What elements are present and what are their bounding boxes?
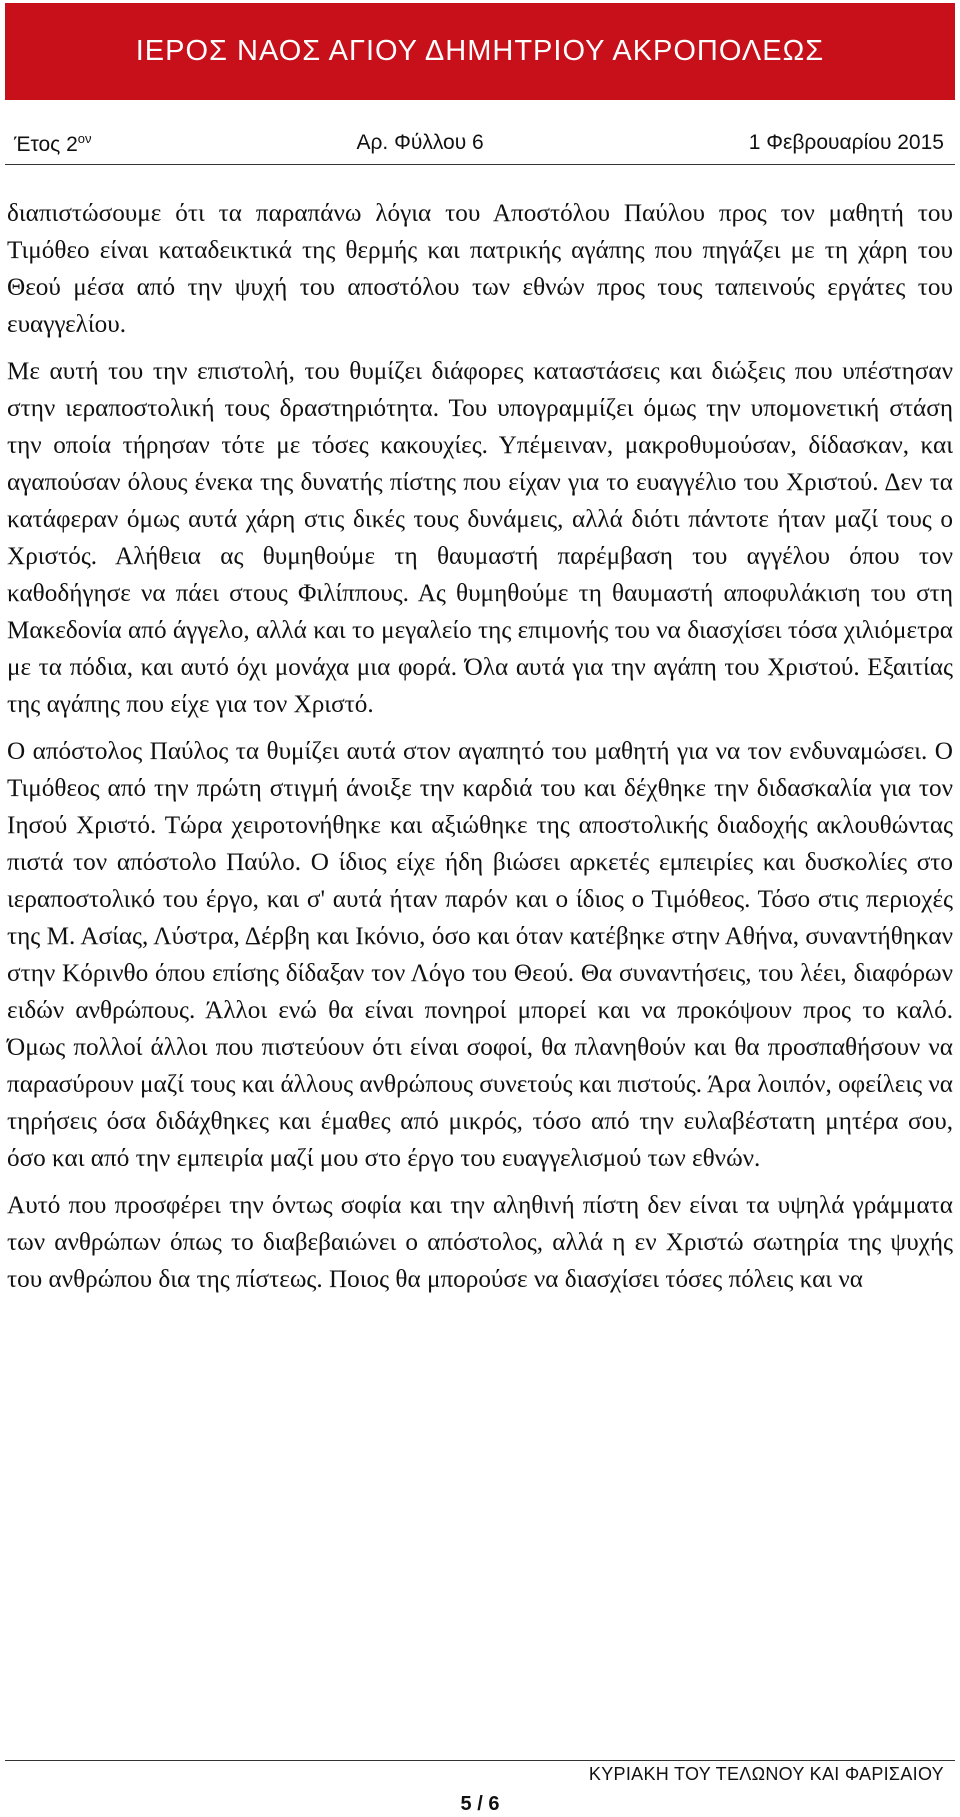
footer-divider — [5, 1760, 955, 1761]
footer-section-title: ΚΥΡΙΑΚΗ ΤΟΥ ΤΕΛΩΝΟΥ ΚΑΙ ΦΑΡΙΣΑΙΟΥ — [588, 1764, 944, 1784]
issue-info-row — [14, 131, 944, 157]
issue-year — [14, 131, 92, 157]
paragraph: διαπιστώσουμε ότι τα παραπάνω λόγια του Αποστόλου Παύλου προς τον μαθητή του Τιμόθεο είναι καταδεικτικά της θερμής και πατρικής αγάπης που πηγάζει με τη χάρη του Θεού μέσα από την ψυχή του αποστόλου των εθνών προς τους ταπεινούς εργάτες του ευαγγελίου. — [7, 200, 953, 338]
page-number: 5 / 6 — [460, 1793, 500, 1815]
paragraph: Με αυτή του την επιστολή, του θυμίζει διάφορες καταστάσεις και διώξεις που υπέστησαν στην ιεραποστολική τους δραστηριότητα. Του υπογραμμίζει όμως την υπομονετική στάση την οποία τήρησαν τότε με τόσες κακουχίες. Υπέμειναν, μακροθυμούσαν, δίδασκαν, και αγαπούσαν όλους ένεκα της δυνατής πίστης που είχαν για το ευαγγέλιο του Χριστού. Δεν τα κατάφεραν όμως αυτά χάρη στις δικές τους δυνάμεις, αλλά διότι πάντοτε ήταν μαζί τους ο Χριστός. Αλήθεια ας θυμηθούμε τη θαυμαστή παρέμβαση του αγγέλου όπου τον καθοδήγησε να πάει στους Φιλίππους. Ας θυμηθούμε τη θαυμαστή αποφυλάκιση του στη Μακεδονία από άγγελο, αλλά και το μεγαλείο της επιμονής του να διασχίσει τόσα χιλιόμετρα με τα πόδια, και αυτό όχι μονάχα μια φορά. Όλα αυτά για την αγάπη του Χριστού. Εξαιτίας της αγάπης που είχε για τον Χριστό. — [7, 358, 953, 718]
masthead-banner — [5, 3, 955, 100]
header-divider — [5, 164, 955, 165]
issue-number: Αρ. Φύλλου 6 — [356, 131, 484, 154]
paragraph: Ο απόστολος Παύλος τα θυμίζει αυτά στον αγαπητό του μαθητή για να τον ενδυναμώσει. Ο Τιμόθεος από την πρώτη στιγμή άνοιξε την καρδιά του και δέχθηκε την διδασκαλία για τον Ιησού Χριστό. Τώρα χειροτονήθηκε και αξιώθηκε της αποστολικής διαδοχής ακλουθώντας πιστά τον απόστολο Παύλο. Ο ίδιος είχε ήδη βιώσει αρκετές εμπειρίες και δυσκολίες στο ιεραποστολικό του έργο, και σ' αυτά ήταν παρόν και ο ίδιος ο Τιμόθεος. Τόσο στις περιοχές της Μ. Ασίας, Λύστρα, Δέρβη και Ικόνιο, όσο και όταν κατέβηκε στην Αθήνα, συναντήθηκαν στην Κόρινθο όπου επίσης δίδαξαν τον Λόγο του Θεού. Θα συναντήσεις, του λέει, διαφόρων ειδών ανθρώπους. Άλλοι ενώ θα είναι πονηροί μπορεί και να προκόψουν προς το καλό. Όμως πολλοί άλλοι που πιστεύουν ότι είναι σοφοί, θα πλανηθούν και θα προσπαθήσουν να παρασύρουν μαζί τους και άλλους ανθρώπους συνετούς και πιστούς. Άρα λοιπόν, οφείλεις να τηρήσεις όσα διδάχθηκες και έμαθες από μικρός, τόσο από την ευλαβέστατη μητέρα σου, όσο και από την εμπειρία μαζί μου στο έργο του ευαγγελισμού των εθνών. — [7, 738, 953, 1172]
issue-year-text: Έτος 2 — [14, 133, 78, 156]
masthead-title: ΙΕΡΟΣ ΝΑΟΣ ΑΓΙΟΥ ΔΗΜΗΤΡΙΟΥ ΑΚΡΟΠΟΛΕΩΣ — [135, 35, 825, 67]
issue-date: 1 Φεβρουαρίου 2015 — [748, 131, 944, 154]
article-body — [7, 195, 953, 1308]
paragraph: Αυτό που προσφέρει την όντως σοφία και την αληθινή πίστη δεν είναι τα υψηλά γράμματα των ανθρώπων όπως το διαβεβαιώνει ο απόστολος, αλλά η εν Χριστώ σωτηρία της ψυχής του ανθρώπου δια της πίστεως. Ποιος θα μπορούσε να διασχίσει τόσες πόλεις και να — [7, 1192, 953, 1293]
issue-year-suffix: ον — [77, 131, 92, 146]
